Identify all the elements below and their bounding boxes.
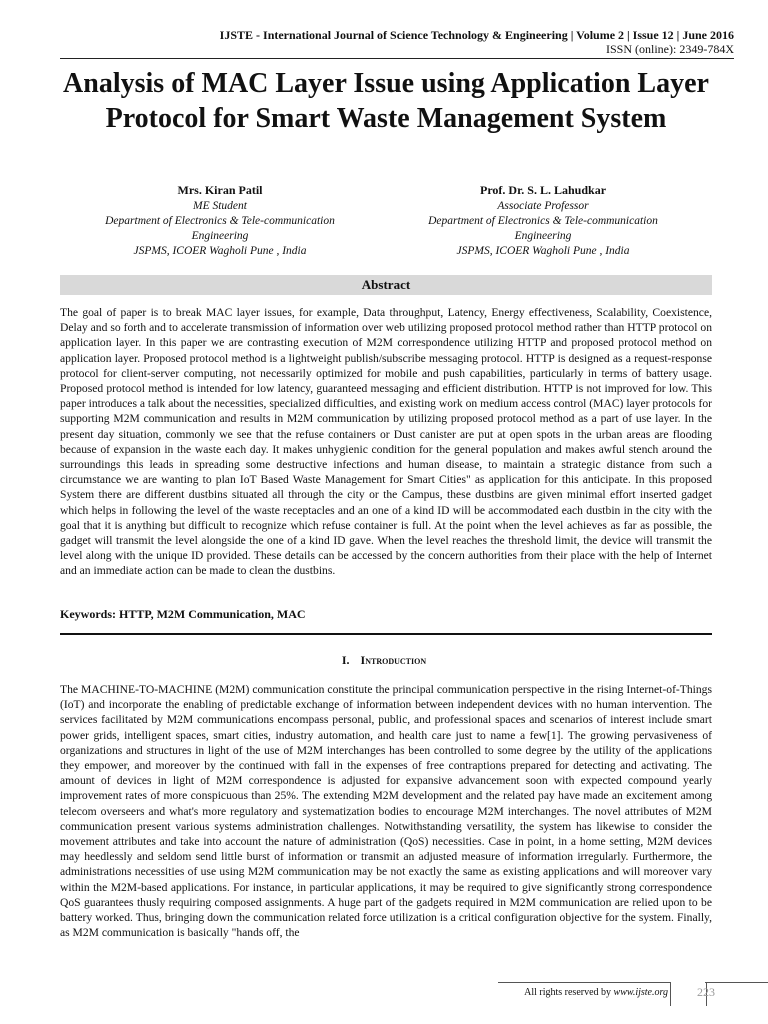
author-role: ME Student (193, 200, 247, 212)
author-role: Associate Professor (497, 200, 589, 212)
abstract-heading: Abstract (60, 275, 712, 295)
journal-header: IJSTE - International Journal of Science Technology & Engineering | Volume 2 | Issue 12 | June 2016 (219, 28, 734, 42)
author-department-cont: Engineering (191, 230, 249, 242)
site-link[interactable]: www.ijste.org (613, 987, 668, 998)
footer-rule-right (705, 982, 768, 983)
author-name: Prof. Dr. S. L. Lahudkar (479, 183, 607, 197)
author-block-1 (80, 182, 360, 259)
footer-rule (498, 982, 670, 983)
author-department: Department of Electronics & Tele-communication (428, 215, 658, 227)
author-institution: JSPMS, ICOER Wagholi Pune , India (133, 245, 307, 257)
keywords: Keywords: HTTP, M2M Communication, MAC (60, 607, 306, 621)
author-name: Mrs. Kiran Patil (177, 183, 263, 197)
paper-title: Analysis of MAC Layer Issue using Application Layer Protocol for Smart Waste Management System (63, 68, 709, 134)
abstract-body: The goal of paper is to break MAC layer issues, for example, Data throughput, Latency, Energy effectiveness, Scalability, Coexistence, Delay and so forth and to accelerate transmission of information over web utilizing proposed protocol method rather than HTTP protocol on application layer. In this paper we are contrasting execution of M2M correspondence utilizing HTTP and proposed protocol method on application layer. Proposed protocol method is a lightweight publish/subscribe messaging protocol. HTTP is designed as a request-response protocol for client-server computing, not necessarily optimized for mobile and push capabilities, particularly in terms of battery usage. Proposed protocol method is intended for low latency, guaranteed messaging and efficient distribution. HTTP is not improved for low. This paper introduces a talk about the necessities, specialized difficulties, and existing work on medium access control (MAC) layer protocols for supporting M2M communication and results in M2M communication by utilizing proposed protocol method as a part of use layer. In the present day situation, commonly we see that the refuse containers or Dust canister are put at open spots in the urban areas are flooding because of expansion in the waste each day. It makes unhygienic condition for the general population and makes awful stench around the surroundings this leads in spreading some destructive infections and human disease, to maintain a strategic distance from such a circumstance we are wanting to plan IoT Based Waste Management for Smart Cities" as application for this anticipate. In this proposed System there are different dustbins situated all through the city or the Campus, these dustbins are given minimal effort inserted gadget which helps in following the level of the waste receptacles and an one of a kind ID will be accommodated each dustbin in the city with the goal that it is anything but difficult to recognize which refuse container is full. At the point when the level achieves as far as possible, the gadget will transmit the level alongside the one of a kind ID gave. When the level reaches the threshold limit, the device will transmit the level along with the unique ID provided. These details can be accessed by the concern authorities from their place with the help of Internet and an immediate action can be made to clean the dustbins. (60, 306, 712, 578)
author-institution: JSPMS, ICOER Wagholi Pune , India (456, 245, 630, 257)
introduction-body: The MACHINE-TO-MACHINE (M2M) communication constitute the principal communication perspective in the rising Internet-of-Things (IoT) and incorporate the enabling of predictable exchange of information between independent devices with no human intervention. The services facilitated by M2M communications encompass personal, public, and professional spaces and scenarios of interest include smart power grids, intelligent spaces, smart cities, industry automation, and health care just to name a few[1]. The growing pervasiveness of organizations and structures in light of the use of M2M interchanges has been controlled to some degree by the utility of the applications they empower, and moreover by the continued with fall in the expenses of free contraptions prepared for detecting and activating. The amount of devices in light of M2M correspondence is adjusted for expansive advancement soon with expected compound yearly improvement rates of more conspicuous than 25%. The extending M2M development and the related pay have made an excitement among telecom overseers and what's more regulatory and systematization bodies to encourage M2M interchanges. The novel attributes of M2M communication present various systems administration challenges. Notwithstanding versatility, the system has likewise to consider the movement attributes and take into account the nature of administration (QoS) necessities. Case in point, in a home setting, M2M devices may heedlessly and seldom send little burst of information or transmit an adjusted measure of information irregularly. Furthermore, the administrations necessities of use using M2M communication may be not exactly the same as existing applications and will moreover vary within the M2M-based applications. For instance, in particular applications, it may be required to give significantly strong correspondence QoS guarantees thusly requiring composed assignments. A huge part of the gadgets required in M2M communication are relied upon to be battery worked. Thus, bringing down the communication related force utilization is a critical configuration objective for the system. Finally, as M2M communication is basically "hands off, the (60, 683, 712, 940)
header-rule (60, 58, 734, 59)
section-heading (0, 653, 768, 668)
section-divider (60, 633, 712, 635)
author-department-cont: Engineering (514, 230, 572, 242)
section-title: Introduction (360, 653, 427, 667)
page-number: 223 (697, 985, 715, 999)
rights-text: All rights reserved by (524, 987, 614, 998)
section-number: I. (341, 653, 350, 667)
author-department: Department of Electronics & Tele-communication (105, 215, 335, 227)
author-block-2 (398, 182, 688, 259)
footer-rights (498, 987, 668, 998)
issn-line: ISSN (online): 2349-784X (606, 42, 734, 56)
